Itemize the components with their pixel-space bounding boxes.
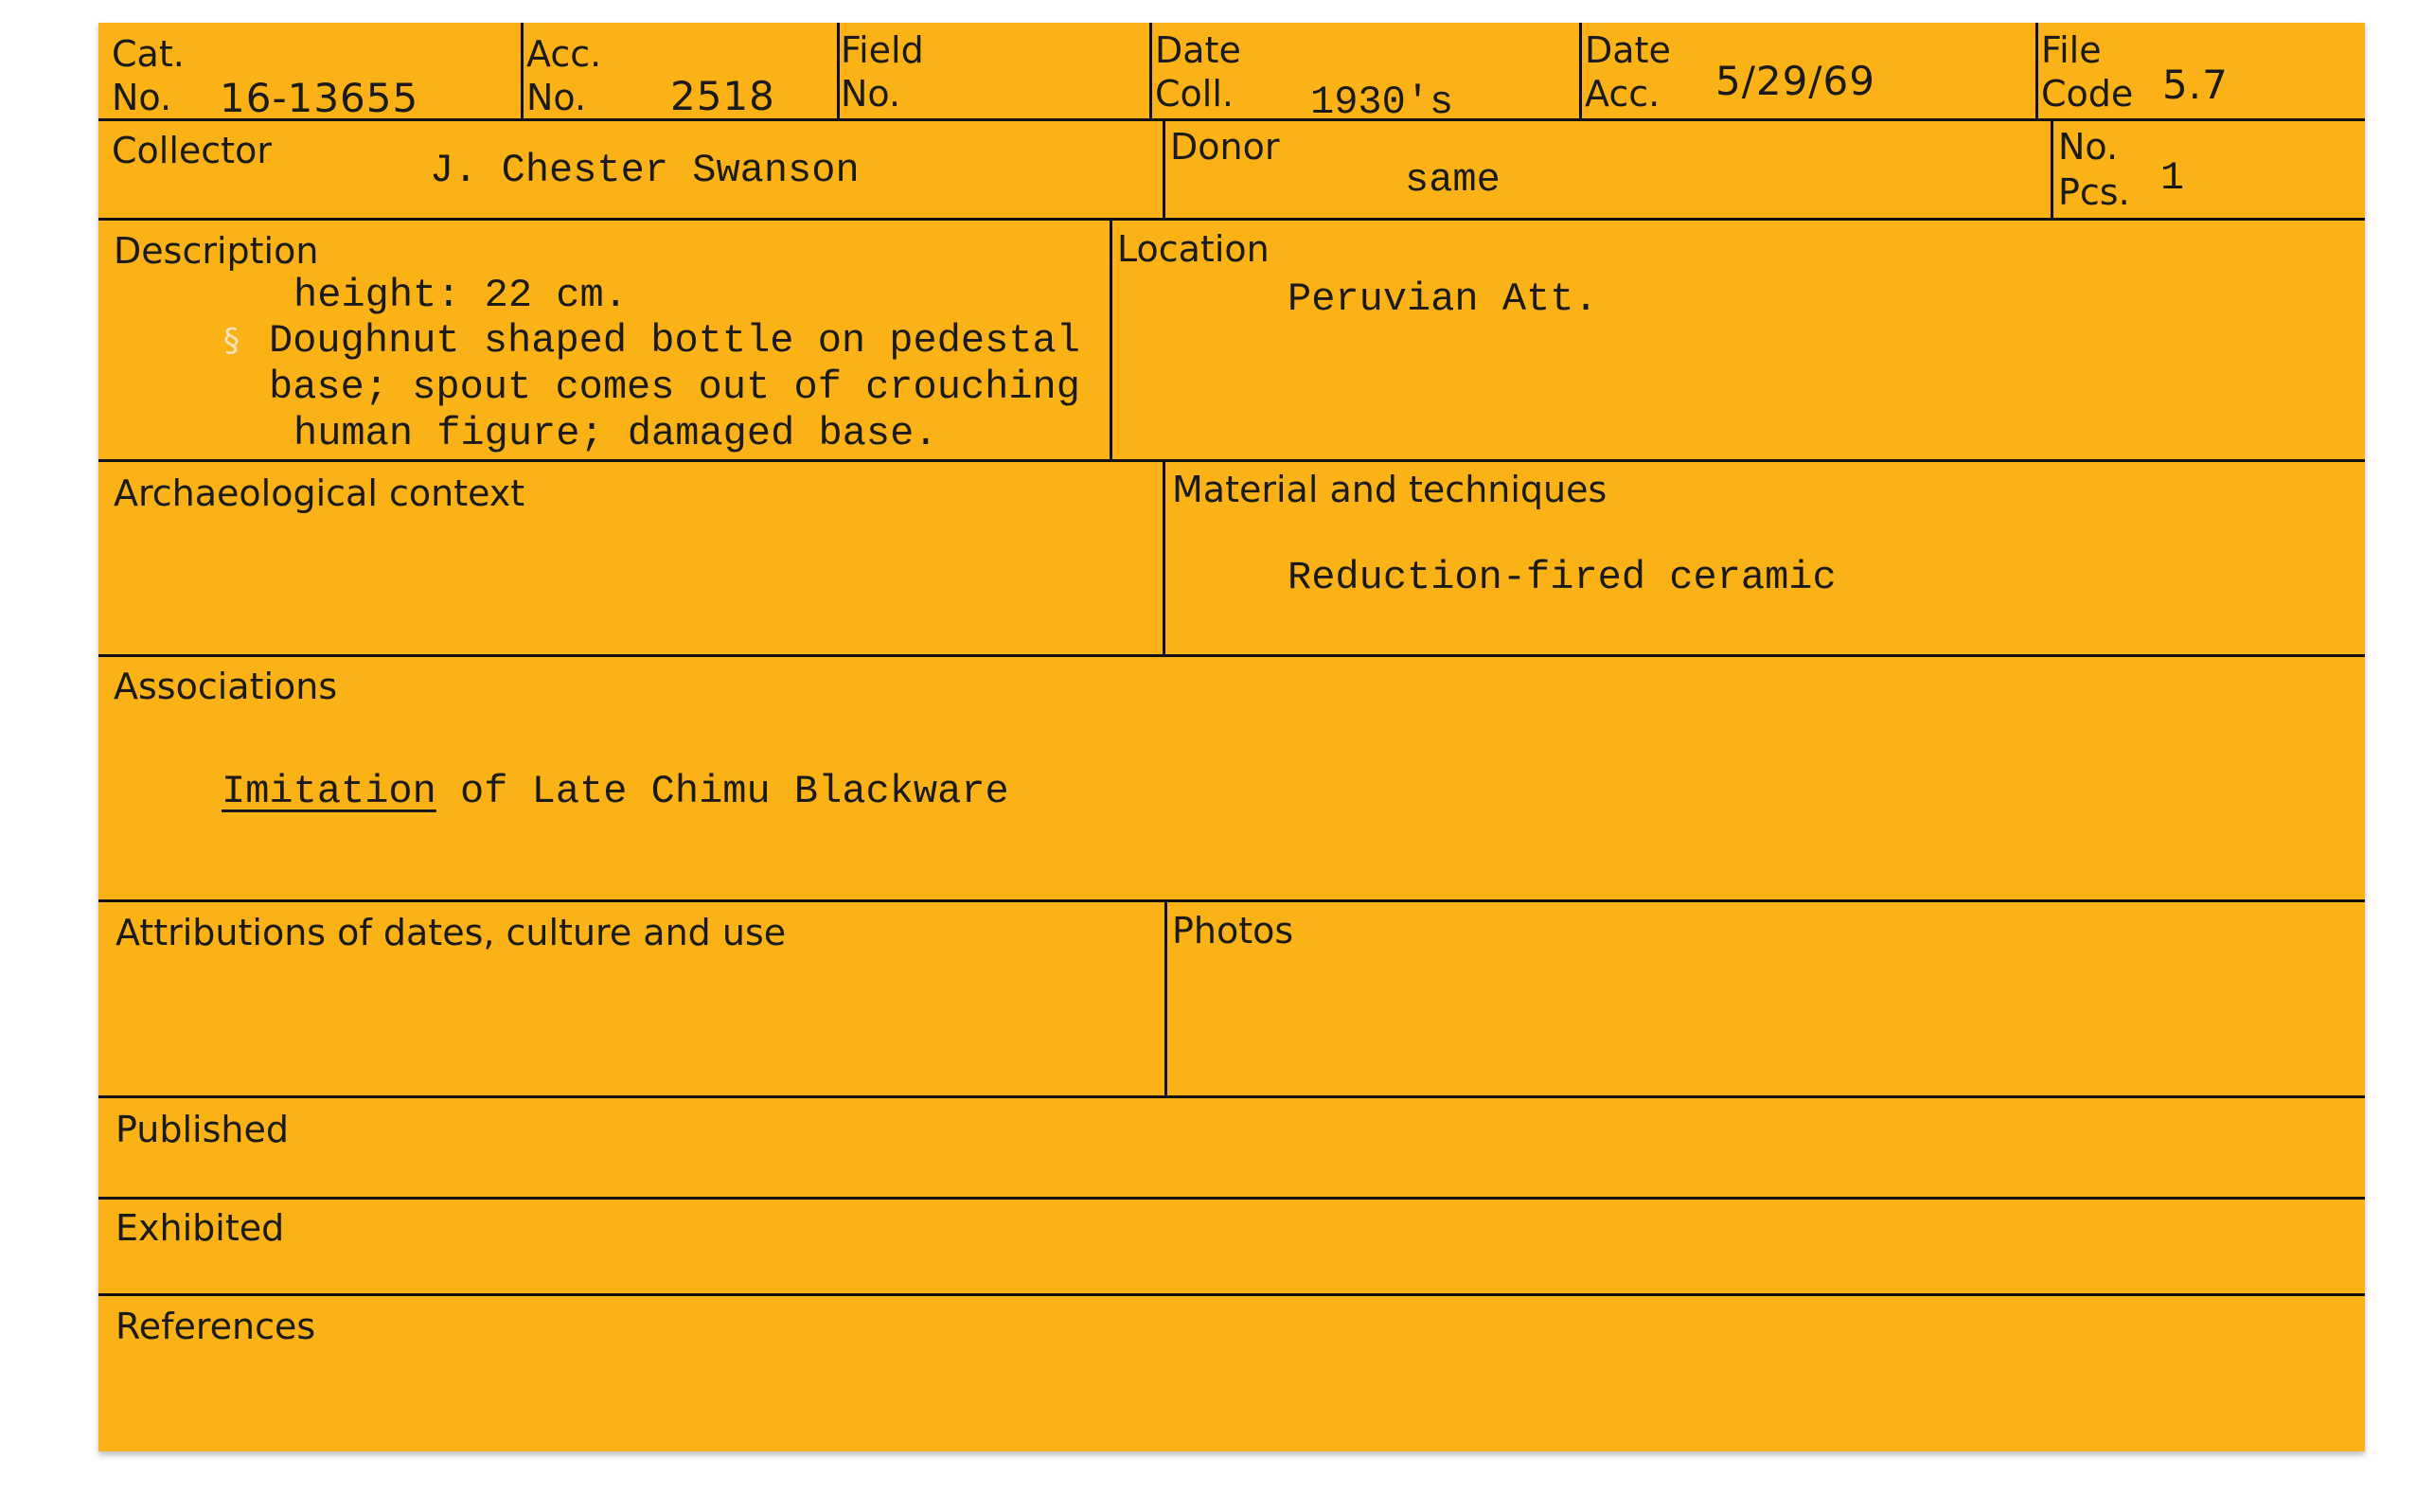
rule-collector-bottom [98,218,2365,221]
material-value: Reduction-fired ceramic [1288,555,1837,600]
field-label-line1: Field [841,29,924,71]
rule-v-attributions [1164,899,1167,1098]
references-label: References [115,1306,316,1347]
associations-value-rest: of Late Chimu Blackware [435,769,1009,814]
attributions-label: Attributions of dates, culture and use [115,912,787,953]
associations-label: Associations [114,666,338,707]
rule-v-context [1163,459,1165,657]
rule-v-datecoll [1579,23,1582,120]
pcs-label-line2: Pcs. [2058,171,2130,213]
cat-number-value: 16-13655 [220,75,419,121]
file-code-label-line1: File [2041,29,2102,71]
description-line-1: height: 22 cm. [293,273,628,318]
rule-v-donor [2051,118,2053,221]
rule-v-field [1149,23,1152,120]
rule-v-cat [521,23,524,120]
rule-v-description [1110,218,1112,462]
associations-value-underlined: Imitation [222,769,436,814]
bullet-mark-icon: § [223,322,240,360]
date-coll-value: 1930's [1310,80,1454,125]
exhibited-label: Exhibited [115,1207,285,1249]
date-acc-label-line2: Acc. [1585,73,1661,115]
rule-header-bottom [98,118,2365,121]
file-code-value: 5.7 [2162,62,2229,108]
cat-label-line1: Cat. [112,33,185,75]
material-label: Material and techniques [1172,469,1608,510]
rule-associations-bottom [98,899,2365,902]
file-code-label-line2: Code [2041,73,2134,115]
rule-description-bottom [98,459,2365,462]
acc-label-line1: Acc. [526,33,602,75]
description-line-4: human figure; damaged base. [293,411,938,456]
photos-label: Photos [1172,910,1294,952]
description-line-3: base; spout comes out of crouching [269,365,1080,410]
date-acc-value: 5/29/69 [1715,58,1875,104]
published-label: Published [115,1109,289,1150]
date-coll-label-line2: Coll. [1155,73,1234,115]
location-label: Location [1117,228,1270,270]
rule-exhibited-bottom [98,1293,2365,1296]
collector-label: Collector [112,130,272,171]
rule-context-bottom [98,654,2365,657]
acc-label-line2: No. [526,77,587,118]
catalog-card [98,23,2365,1451]
description-label: Description [114,230,319,272]
location-value: Peruvian Att. [1288,276,1598,322]
rule-v-collector [1163,118,1165,221]
date-acc-label-line1: Date [1585,29,1671,71]
rule-v-acc [837,23,840,120]
rule-published-bottom [98,1197,2365,1200]
archaeological-context-label: Archaeological context [114,472,525,514]
donor-label: Donor [1170,126,1280,168]
associations-value [222,769,1009,814]
collector-value: J. Chester Swanson [430,148,860,193]
description-line-2: Doughnut shaped bottle on pedestal [269,318,1080,364]
cat-label-line2: No. [112,77,172,118]
acc-number-value: 2518 [670,73,775,119]
rule-v-dateacc [2035,23,2038,120]
date-coll-label-line1: Date [1155,29,1241,71]
field-label-line2: No. [841,73,901,115]
donor-value: same [1405,157,1501,203]
pcs-value: 1 [2160,155,2185,201]
pcs-label-line1: No. [2058,126,2119,168]
rule-attributions-bottom [98,1095,2365,1098]
